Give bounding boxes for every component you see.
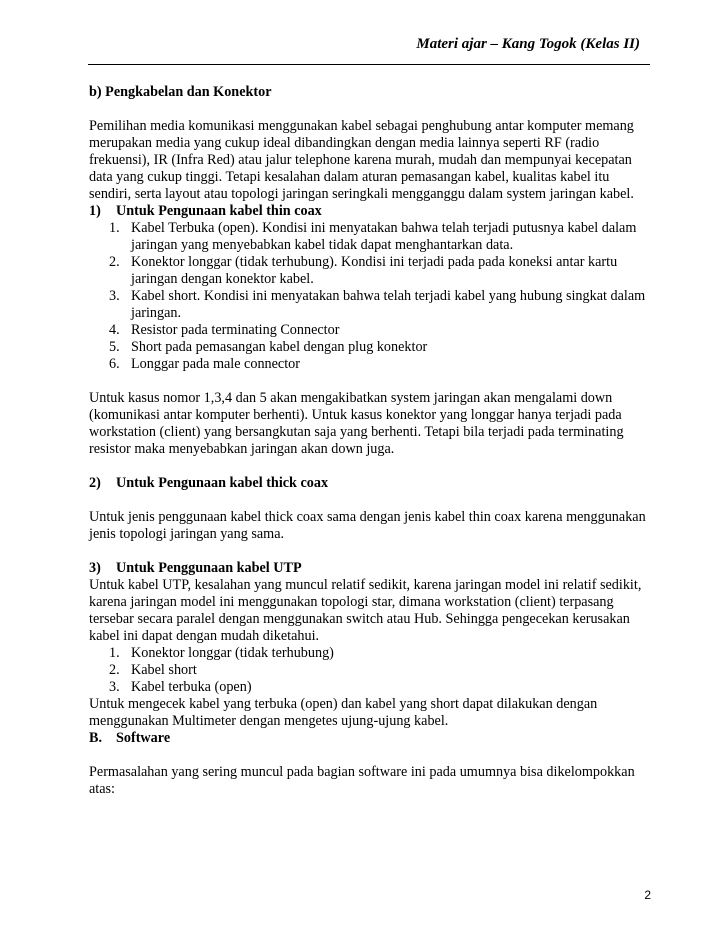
utp-list [89,645,654,696]
list-item-text: Kabel Terbuka (open). Kondisi ini menyatakan bahwa telah terjadi putusnya kabel dalam jaringan yang menyebabkan kabel tidak dapat menghantarkan data. [131,220,637,253]
list-item-number: 1. [109,220,120,236]
thin-coax-paragraph: Untuk kasus nomor 1,3,4 dan 5 akan mengakibatkan system jaringan akan mengalami down (komunikasi antar komputer berhenti). Untuk kasus konektor yang longgar hanya terjadi pada workstation (client) yang bersangkutan saja yang berhenti. Tetapi bila terjadi pada terminating resistor maka menyebabkan jaringan akan down juga. [89,390,624,457]
subheading-number: 2) [89,475,101,491]
subheading-text: Untuk Penggunaan kabel UTP [116,560,302,576]
list-item-text: Resistor pada terminating Connector [131,322,340,338]
list-item-number: 4. [109,322,120,338]
subheading-text: Untuk Pengunaan kabel thick coax [116,475,329,491]
list-item-number: 1. [109,645,120,661]
thick-coax-paragraph: Untuk jenis penggunaan kabel thick coax sama dengan jenis kabel thin coax karena menggunakan jenis topologi jaringan yang sama. [89,509,646,542]
subheading-number: 1) [89,203,101,219]
spacer [89,373,654,390]
subheading-text: Untuk Pengunaan kabel thin coax [116,203,322,219]
software-paragraph: Permasalahan yang sering muncul pada bagian software ini pada umumnya bisa dikelompokkan atas: [89,764,635,797]
list-item-text: Short pada pemasangan kabel dengan plug konektor [131,339,428,355]
list-item-number: 3. [109,679,120,695]
utp-paragraph: Untuk kabel UTP, kesalahan yang muncul relatif sedikit, karena jaringan model ini relatif sedikit, karena jaringan model ini menggunakan topologi star, dimana workstation (client) terpasang tersebar secara paralel dengan menggunakan switch atau Hub. Sehingga pengecekan kerusakan kabel ini dapat dengan mudah diketahui. [89,577,642,644]
spacer [89,492,654,509]
list-item-text: Kabel terbuka (open) [131,679,252,695]
list-item [89,322,654,339]
subheading-thick-coax [89,475,654,492]
subheading-number: 3) [89,560,101,576]
running-header: Materi ajar – Kang Togok (Kelas II) [416,36,640,52]
spacer [89,101,654,118]
list-item-text: Longgar pada male connector [131,356,300,372]
section-letter: B. [89,730,103,746]
list-item-text: Konektor longgar (tidak terhubung). Kondisi ini terjadi pada pada koneksi antar kartu jaringan dengan konektor kabel. [131,254,618,287]
subheading-thin-coax [89,203,654,220]
intro-paragraph: Pemilihan media komunikasi menggunakan kabel sebagai penghubung antar komputer memang merupakan media yang cukup ideal dibandingkan dengan media lainnya seperti RF (radio frekuensi), IR (Infra Red) atau jalur telephone karena murah, mudah dan mempunyai kecepatan data yang cukup tinggi. Tetapi kesalahan dalam aturan pemasangan kabel, kualitas kabel itu sendiri, serta layout atau topologi jaringan seringkali mengganggu dalam system jaringan kabel. [89,118,634,202]
page-content [89,84,654,798]
section-heading-software [89,730,654,747]
list-item [89,356,654,373]
list-item [89,339,654,356]
header-rule [88,64,650,65]
list-item-number: 6. [109,356,120,372]
spacer [89,458,654,475]
list-item-number: 2. [109,254,120,270]
section-heading-text: Software [116,730,171,746]
list-item [89,679,654,696]
utp-paragraph-2: Untuk mengecek kabel yang terbuka (open) dan kabel yang short dapat dilakukan dengan menggunakan Multimeter dengan mengetes ujung-ujung kabel. [89,696,598,729]
list-item [89,254,654,288]
list-item-number: 2. [109,662,120,678]
subheading-utp [89,560,654,577]
list-item [89,220,654,254]
list-item [89,288,654,322]
list-item-text: Kabel short [131,662,197,678]
list-item [89,662,654,679]
spacer [89,543,654,560]
section-heading-pengkabelan: b) Pengkabelan dan Konektor [89,84,272,100]
list-item-text: Kabel short. Kondisi ini menyatakan bahwa telah terjadi kabel yang hubung singkat dalam jaringan. [131,288,646,321]
list-item [89,645,654,662]
spacer [89,747,654,764]
list-item-number: 5. [109,339,120,355]
list-item-text: Konektor longgar (tidak terhubung) [131,645,334,661]
page-number: 2 [644,888,651,902]
list-item-number: 3. [109,288,120,304]
thin-coax-list [89,220,654,373]
